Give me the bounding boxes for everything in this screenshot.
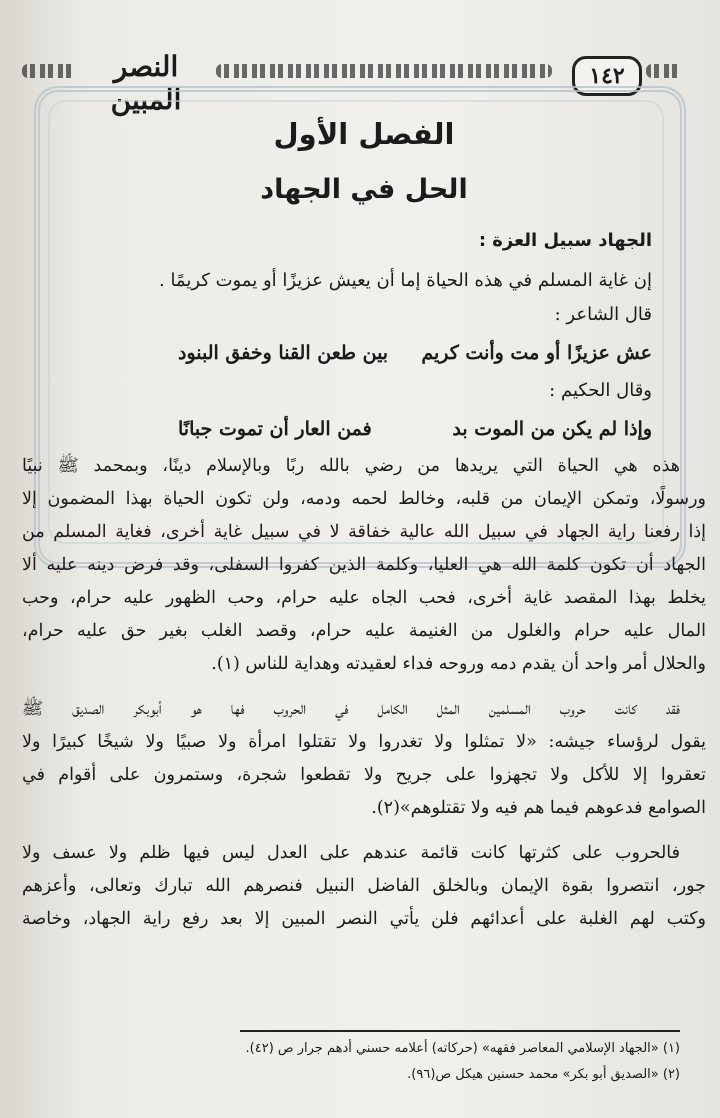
book-title: النصر المبين xyxy=(110,50,182,116)
chapter-subtitle: الحل في الجهاد xyxy=(260,174,468,205)
paragraph-line: الجهاد أن تكون كلمة الله هي العليا، وكلمة الذين كفروا السفلى، وقد فرض دينه عليه ألا xyxy=(22,555,706,575)
verse-2-first-hemistich: وإذا لم يكن من الموت بد xyxy=(452,418,652,440)
footnote-2: (٢) «الصديق أبو بكر» محمد حسنين هيكل ص(٩٦). xyxy=(407,1067,680,1082)
verse-1-first-hemistich: عش عزيزًا أو مت وأنت كريم xyxy=(421,342,652,364)
paragraph-line: هذه هي الحياة التي يريدها من رضي بالله ربًا وبالإسلام دينًا، وبمحمد ﷺ نبيًا xyxy=(22,456,680,476)
paragraph-line: المال عليه حرام والغلول من الغنيمة عليه حرام، وقصد الغلب بغير حق عليه حرام، xyxy=(22,621,706,641)
paragraph-line: فقد كانت حروب المسلمين المثل الكامل في الحروب فها هو أبوبكر الصديق ﷺ xyxy=(22,699,680,719)
paragraph-line: ورسولًا، وتمكن الإيمان من قلبه، وخالط لحمه ودمه، ولن تكون الحياة بهذا المضمون إلا xyxy=(22,489,706,509)
paragraph-1 xyxy=(18,450,710,681)
wise-label: وقال الحكيم : xyxy=(549,380,652,401)
paragraph-line: يقول لرؤساء جيشه: «لا تمثلوا ولا تغدروا ولا تقتلوا امرأة ولا صبيًا ولا شيخًا كبيرًا ولا xyxy=(22,732,706,752)
page-content xyxy=(18,112,710,936)
decorative-chain-right xyxy=(646,64,682,78)
verse-2 xyxy=(18,408,710,450)
paragraph-line: جور، انتصروا بقوة الإيمان وبالخلق الفاضل النبيل فنصرهم الله تبارك وتعالى، وأعزهم xyxy=(22,876,706,896)
paragraph-line: إذا رفعنا راية الجهاد في سبيل الله عالية خفاقة لا في سبيل غاية أخرى، فغاية المسلم من xyxy=(22,522,706,542)
intro-line: إن غاية المسلم في هذه الحياة إما أن يعيش عزيزًا أو يموت كريمًا . xyxy=(159,270,652,291)
verse-1 xyxy=(18,332,710,374)
decorative-chain-left xyxy=(22,64,76,78)
paragraph-line: الصوامع فدعوهم فيما هم فيه ولا تقتلوهم»(٢). xyxy=(371,798,706,818)
footnote-1: (١) «الجهاد الإسلامي المعاصر فقهه» (حركاته) أعلامه حسني أدهم جرار ص (٤٢). xyxy=(245,1041,680,1056)
paragraph-line: والحلال أمر واحد أن يقدم دمه وروحه فداء لعقيدته وهداية للناس (١). xyxy=(211,654,706,674)
verse-1-second-hemistich: بين طعن القنا وخفق البنود xyxy=(178,342,389,364)
decorative-chain-middle xyxy=(216,64,552,78)
page-number: ١٤٢ xyxy=(572,56,642,96)
paragraph-line: وكتب لهم الغلبة على أعدائهم فلن يأتي النصر المبين إلا بعد رفع راية الجهاد، وخاصة xyxy=(22,909,706,929)
paragraph-line: يخلط بهذا المقصد غاية أخرى، فحب الجاه عليه حرام، وحب الظهور عليه حرام، وحب xyxy=(22,588,706,608)
paragraph-3 xyxy=(18,837,710,936)
paragraph-2 xyxy=(18,693,710,825)
footnotes xyxy=(100,1036,680,1088)
section-heading: الجهاد سبيل العزة : xyxy=(478,230,652,251)
footnote-divider xyxy=(240,1030,680,1032)
paragraph-line: تعقروا إلا للأكل ولا تجهزوا على جريح ولا تقطعوا شجرة، وستمرون على أقوام في xyxy=(22,765,706,785)
chapter-title: الفصل الأول xyxy=(273,117,455,151)
paragraph-line: فالحروب على كثرتها كانت قائمة عندهم على العدل ليس فيها ظلم ولا عسف ولا xyxy=(22,843,680,863)
poet-label: قال الشاعر : xyxy=(554,304,652,325)
verse-2-second-hemistich: فمن العار أن تموت جبانًا xyxy=(178,418,372,440)
